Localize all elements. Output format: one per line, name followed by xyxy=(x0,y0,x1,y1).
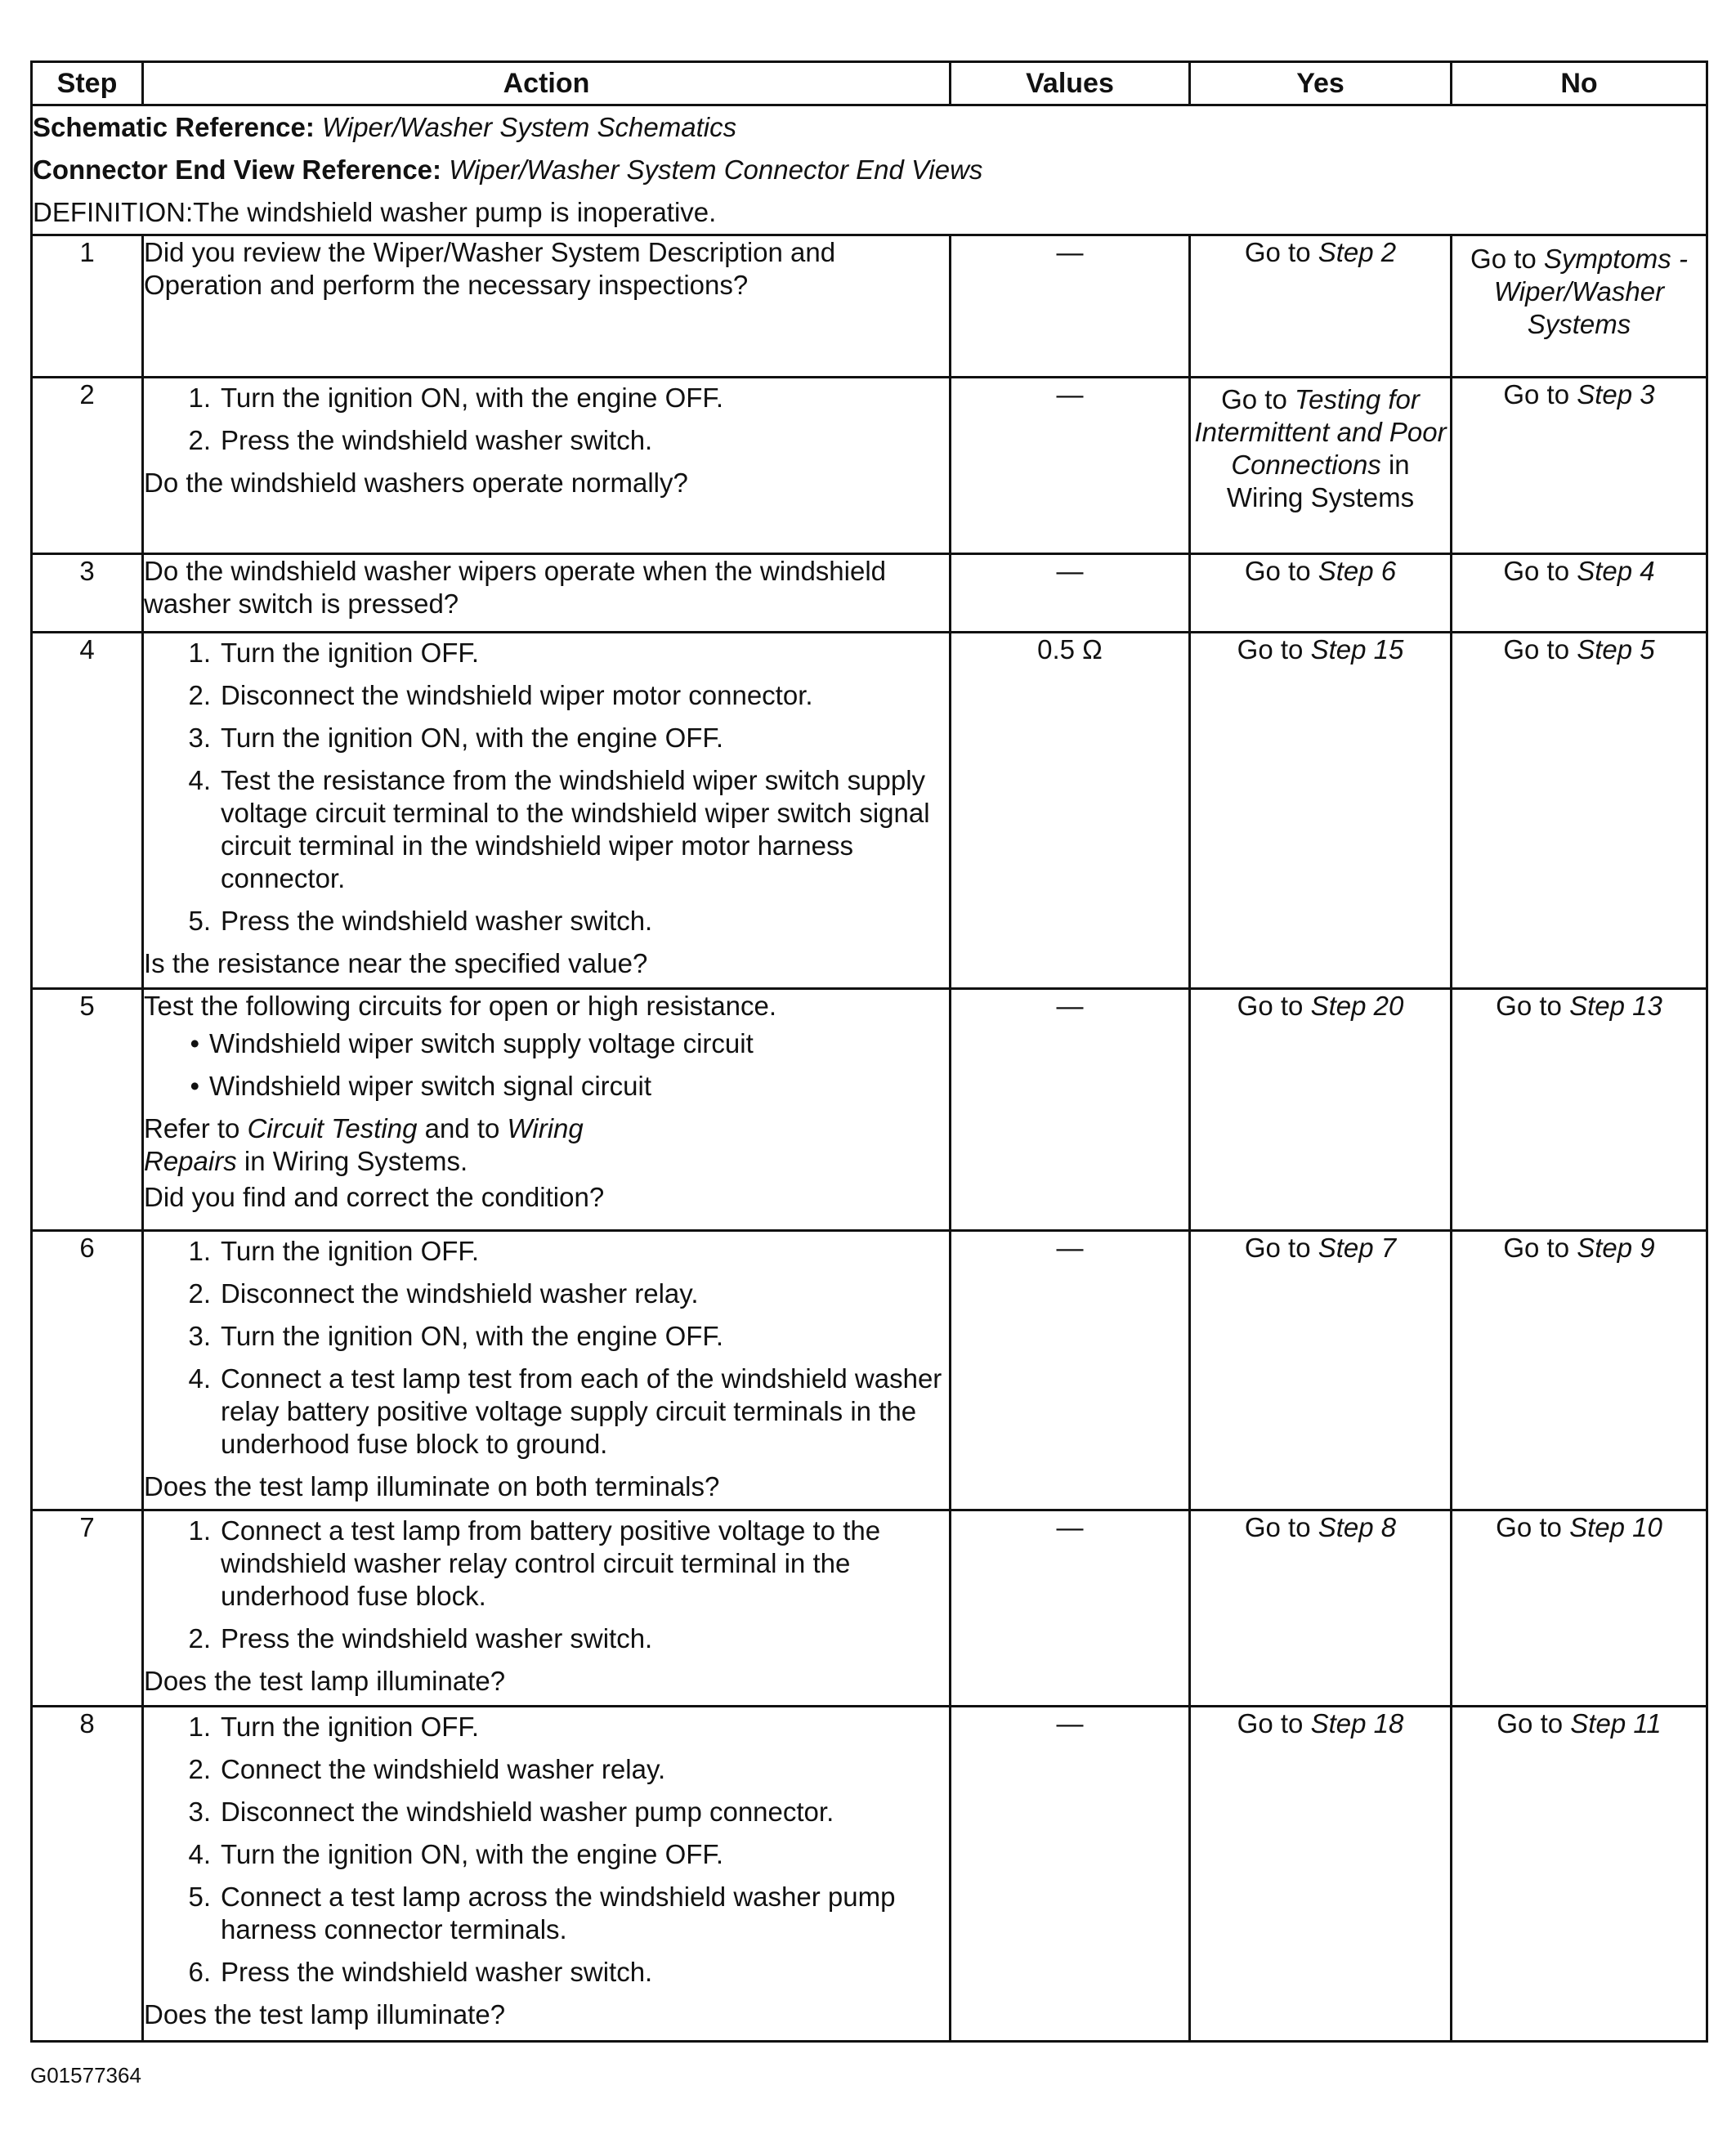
reference-row xyxy=(32,105,1707,235)
list-item-text: Press the windshield washer switch. xyxy=(221,906,653,936)
list-item-text: Connect a test lamp test from each of the windshield washer relay battery positive voltage supply circuit terminals in the underhood fuse block to ground. xyxy=(221,1363,942,1459)
no-target: Step 5 xyxy=(1577,634,1655,665)
refer-note xyxy=(144,1112,667,1178)
action-question: Does the test lamp illuminate on both terminals? xyxy=(144,1471,720,1501)
table-row xyxy=(32,633,1707,989)
yes-prefix: Go to xyxy=(1237,991,1304,1021)
no-outcome xyxy=(1452,235,1707,378)
step-action xyxy=(143,633,951,989)
no-prefix: Go to xyxy=(1503,1233,1570,1263)
list-item: 1. Turn the ignition OFF. xyxy=(144,1235,949,1268)
header-step: Step xyxy=(32,62,143,105)
definition: DEFINITION:The windshield washer pump is inoperative. xyxy=(33,197,717,227)
yes-outcome xyxy=(1190,378,1452,554)
no-prefix: Go to xyxy=(1503,379,1570,409)
no-target: Step 11 xyxy=(1570,1708,1662,1739)
yes-outcome xyxy=(1190,1707,1452,2042)
table-row xyxy=(32,1707,1707,2042)
yes-target: Step 7 xyxy=(1318,1233,1397,1263)
list-item-text: Turn the ignition OFF. xyxy=(221,1712,480,1742)
list-item-text: Turn the ignition OFF. xyxy=(221,638,480,668)
list-item: 5. Press the windshield washer switch. xyxy=(144,905,949,938)
action-question: Do the windshield washer wipers operate when the windshield washer switch is pressed? xyxy=(144,556,887,619)
list-item: 6. Press the windshield washer switch. xyxy=(144,1956,949,1989)
action-question: Does the test lamp illuminate? xyxy=(144,1666,506,1696)
list-item-text: Press the windshield washer switch. xyxy=(221,425,653,455)
schematic-reference-label: Schematic Reference: xyxy=(33,112,315,142)
step-number: 6 xyxy=(32,1231,143,1510)
list-item-text: Connect a test lamp from battery positive voltage to the windshield washer relay control circuit terminal in the underhood fuse block. xyxy=(221,1515,881,1611)
header-action: Action xyxy=(143,62,951,105)
list-item-text: Press the windshield washer switch. xyxy=(221,1957,653,1987)
yes-suffix: in Wiring Systems xyxy=(1226,450,1415,512)
action-question: Do the windshield washers operate normally? xyxy=(144,468,688,498)
list-item-text: Disconnect the windshield washer pump connector. xyxy=(221,1797,834,1827)
step-value: — xyxy=(951,378,1190,554)
list-item-text: Connect a test lamp across the windshield washer pump harness connector terminals. xyxy=(221,1882,896,1944)
no-outcome xyxy=(1452,1707,1707,2042)
list-item-text: Press the windshield washer switch. xyxy=(221,1623,653,1654)
header-values: Values xyxy=(951,62,1190,105)
yes-prefix: Go to xyxy=(1221,384,1287,414)
step-value: 0.5 Ω xyxy=(951,633,1190,989)
list-item-text: Disconnect the windshield wiper motor connector. xyxy=(221,680,813,710)
refer-prefix: Refer to xyxy=(144,1113,240,1143)
yes-target: Step 18 xyxy=(1310,1708,1404,1739)
no-prefix: Go to xyxy=(1503,634,1570,665)
no-target: Step 3 xyxy=(1577,379,1655,409)
yes-target: Step 2 xyxy=(1318,237,1397,267)
no-target: Step 4 xyxy=(1577,556,1655,586)
list-item: 4. Turn the ignition ON, with the engine OFF. xyxy=(144,1838,949,1871)
step-number: 5 xyxy=(32,989,143,1231)
step-value: — xyxy=(951,1707,1190,2042)
list-item: 2. Connect the windshield washer relay. xyxy=(144,1753,949,1786)
step-action xyxy=(143,1231,951,1510)
step-number: 7 xyxy=(32,1510,143,1707)
header-row xyxy=(32,62,1707,105)
step-number: 8 xyxy=(32,1707,143,2042)
table-row xyxy=(32,989,1707,1231)
no-target: Step 10 xyxy=(1569,1512,1662,1542)
list-item-text: Turn the ignition ON, with the engine OFF. xyxy=(221,1839,724,1869)
list-item-text: Turn the ignition OFF. xyxy=(221,1236,480,1266)
no-prefix: Go to xyxy=(1470,244,1537,274)
table-row xyxy=(32,554,1707,633)
no-prefix: Go to xyxy=(1503,556,1570,586)
list-item: 4. Test the resistance from the windshield wiper switch supply voltage circuit terminal to the windshield wiper switch signal circuit terminal in the windshield wiper motor harness connector. xyxy=(144,764,949,895)
step-action xyxy=(143,235,951,378)
schematic-reference xyxy=(33,106,1706,149)
reference-cell xyxy=(32,105,1707,235)
list-item: 2. Disconnect the windshield washer relay. xyxy=(144,1278,949,1310)
list-item: 1. Connect a test lamp from battery positive voltage to the windshield washer relay control circuit terminal in the underhood fuse block. xyxy=(144,1515,949,1613)
step-value: — xyxy=(951,1231,1190,1510)
list-item-text: Test the resistance from the windshield wiper switch supply voltage circuit terminal to the windshield wiper switch signal circuit terminal in the windshield wiper motor harness connector. xyxy=(221,765,930,893)
diagnostic-table xyxy=(30,60,1708,2043)
yes-outcome xyxy=(1190,989,1452,1231)
list-item: 2. Press the windshield washer switch. xyxy=(144,1622,949,1655)
yes-outcome xyxy=(1190,554,1452,633)
step-number: 3 xyxy=(32,554,143,633)
yes-prefix: Go to xyxy=(1244,237,1311,267)
refer-suffix: in Wiring Systems. xyxy=(244,1146,468,1176)
no-target: Step 13 xyxy=(1569,991,1662,1021)
yes-prefix: Go to xyxy=(1237,634,1304,665)
figure-id: G01577364 xyxy=(30,2063,141,2088)
step-number: 2 xyxy=(32,378,143,554)
step-action xyxy=(143,1510,951,1707)
list-item-text: Turn the ignition ON, with the engine OFF. xyxy=(221,383,724,413)
list-item: 4. Connect a test lamp test from each of the windshield washer relay battery positive voltage supply circuit terminals in the underhood fuse block to ground. xyxy=(144,1363,949,1461)
yes-target: Step 6 xyxy=(1318,556,1397,586)
step-value: — xyxy=(951,989,1190,1231)
list-item: 2. Press the windshield washer switch. xyxy=(144,424,949,457)
refer-middle: and to xyxy=(424,1113,500,1143)
action-intro: Test the following circuits for open or high resistance. xyxy=(144,991,777,1021)
yes-target: Testing for Intermittent and Poor Connections xyxy=(1194,384,1447,480)
connector-reference xyxy=(33,149,1706,191)
action-question: Is the resistance near the specified value? xyxy=(144,948,648,978)
table-row xyxy=(32,235,1707,378)
list-item: 1. Turn the ignition ON, with the engine OFF. xyxy=(144,382,949,414)
yes-prefix: Go to xyxy=(1237,1708,1304,1739)
list-item-text: Disconnect the windshield washer relay. xyxy=(221,1278,699,1309)
list-item: 5. Connect a test lamp across the windshield washer pump harness connector terminals. xyxy=(144,1881,949,1946)
yes-prefix: Go to xyxy=(1244,1233,1311,1263)
list-item-text: Turn the ignition ON, with the engine OFF. xyxy=(221,1321,724,1351)
step-value: — xyxy=(951,554,1190,633)
bullet-item: • Windshield wiper switch supply voltage circuit xyxy=(190,1028,754,1058)
step-value: — xyxy=(951,1510,1190,1707)
yes-prefix: Go to xyxy=(1244,1512,1311,1542)
refer-link-wiring-repairs: Wiring Repairs xyxy=(144,1113,584,1176)
action-question: Did you find and correct the condition? xyxy=(144,1182,605,1212)
no-outcome xyxy=(1452,554,1707,633)
list-item: 2. Disconnect the windshield wiper motor connector. xyxy=(144,679,949,712)
table-row xyxy=(32,1510,1707,1707)
no-outcome xyxy=(1452,1510,1707,1707)
connector-reference-label: Connector End View Reference: xyxy=(33,154,442,185)
bullet-text: Windshield wiper switch signal circuit xyxy=(209,1071,652,1101)
list-item: 3. Disconnect the windshield washer pump connector. xyxy=(144,1796,949,1828)
step-number: 4 xyxy=(32,633,143,989)
header-no: No xyxy=(1452,62,1707,105)
no-prefix: Go to xyxy=(1497,1708,1564,1739)
step-value: — xyxy=(951,235,1190,378)
yes-target: Step 20 xyxy=(1310,991,1404,1021)
yes-outcome xyxy=(1190,235,1452,378)
no-outcome xyxy=(1452,1231,1707,1510)
list-item: 1. Turn the ignition OFF. xyxy=(144,637,949,669)
no-outcome xyxy=(1452,378,1707,554)
action-question: Does the test lamp illuminate? xyxy=(144,1999,506,2029)
step-action xyxy=(143,1707,951,2042)
table-row xyxy=(32,378,1707,554)
bullet-text: Windshield wiper switch supply voltage circuit xyxy=(209,1028,754,1058)
yes-outcome xyxy=(1190,1231,1452,1510)
list-item: 3. Turn the ignition ON, with the engine OFF. xyxy=(144,1320,949,1353)
yes-target: Step 8 xyxy=(1318,1512,1397,1542)
step-action xyxy=(143,554,951,633)
connector-reference-value: Wiper/Washer System Connector End Views xyxy=(449,154,983,185)
no-prefix: Go to xyxy=(1496,1512,1562,1542)
header-yes: Yes xyxy=(1190,62,1452,105)
no-prefix: Go to xyxy=(1496,991,1562,1021)
no-outcome xyxy=(1452,633,1707,989)
yes-outcome xyxy=(1190,1510,1452,1707)
list-item-text: Turn the ignition ON, with the engine OFF. xyxy=(221,723,724,753)
yes-prefix: Go to xyxy=(1244,556,1311,586)
step-action xyxy=(143,378,951,554)
yes-target: Step 15 xyxy=(1310,634,1404,665)
list-item: 1. Turn the ignition OFF. xyxy=(144,1711,949,1743)
schematic-reference-value: Wiper/Washer System Schematics xyxy=(322,112,737,142)
list-item-text: Connect the windshield washer relay. xyxy=(221,1754,666,1784)
no-target: Symptoms - Wiper/Washer Systems xyxy=(1493,244,1688,339)
list-item: 3. Turn the ignition ON, with the engine OFF. xyxy=(144,722,949,754)
yes-outcome xyxy=(1190,633,1452,989)
table-row xyxy=(32,1231,1707,1510)
step-number: 1 xyxy=(32,235,143,378)
refer-link-circuit-testing: Circuit Testing xyxy=(247,1113,418,1143)
no-outcome xyxy=(1452,989,1707,1231)
no-target: Step 9 xyxy=(1577,1233,1655,1263)
bullet-item: • Windshield wiper switch signal circuit xyxy=(190,1071,652,1101)
step-action xyxy=(143,989,951,1231)
action-question: Did you review the Wiper/Washer System Description and Operation and perform the necessary inspections? xyxy=(144,237,836,300)
